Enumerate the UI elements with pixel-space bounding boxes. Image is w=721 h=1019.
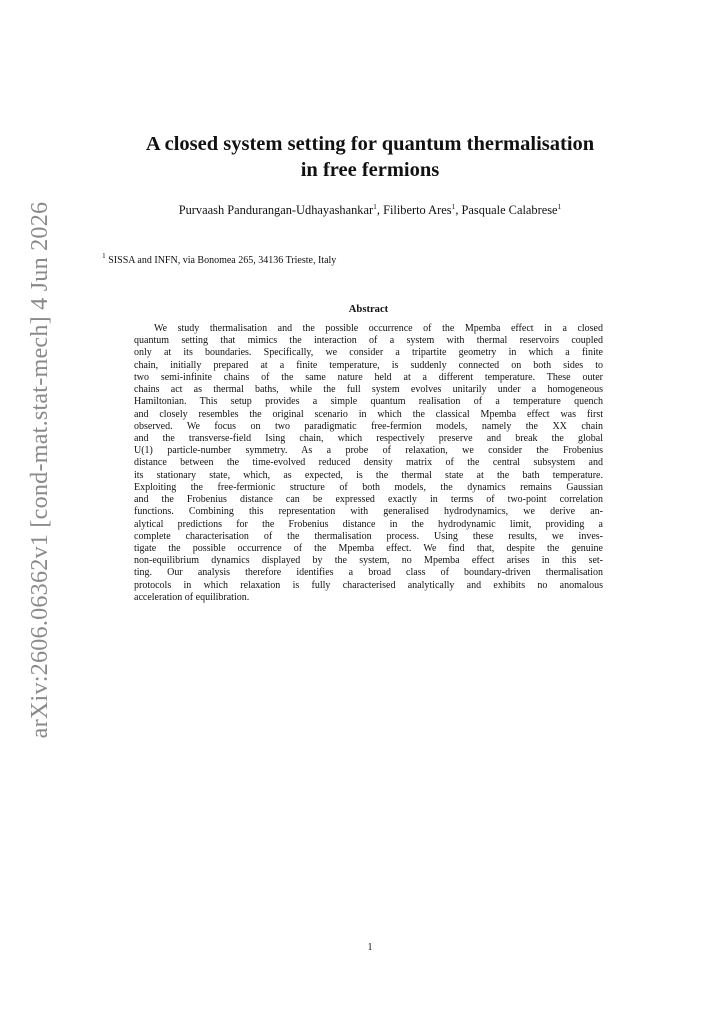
- abstract-line: protocols in which relaxation is fully characterised analytically and exhibits no anomalous: [134, 579, 603, 591]
- affiliation: [102, 251, 337, 266]
- title-line: in free fermions: [300, 159, 440, 181]
- abstract-line: complete characterisation of the thermalisation process. Using these results, we inves-: [134, 530, 603, 542]
- abstract-line: chain, initially prepared at a finite temperature, is suddenly connected on both sides to: [134, 359, 603, 371]
- abstract-line: distance between the time-evolved reduced density matrix of the central subsystem and: [134, 457, 603, 469]
- abstract-line: and closely resembles the original scenario in which the classical Mpemba effect was first: [134, 408, 603, 420]
- abstract-line: two semi-infinite chains of the same nature held at a different temperature. These outer: [134, 371, 603, 383]
- author-separator: ,: [455, 203, 462, 217]
- abstract-line: observed. We focus on two paradigmatic free-fermion models, namely the XX chain: [134, 420, 603, 432]
- arxiv-identifier-stamp: arXiv:2606.06362v1 [cond-mat.stat-mech] 4 Jun 2026: [26, 201, 53, 739]
- author-affiliation-mark: 1: [373, 202, 377, 211]
- title-line: A closed system setting for quantum thermalisation: [145, 133, 595, 155]
- author-separator: ,: [376, 203, 384, 217]
- abstract-line: Exploiting the free-fermionic structure of both models, the dynamics remains Gaussian: [134, 481, 603, 493]
- abstract-body: [134, 323, 603, 604]
- abstract-line: chains act as thermal baths, while the full system evolves unitarily under a homogeneous: [134, 384, 603, 396]
- abstract-line: Hamiltonian. This setup provides a simple quantum realisation of a temperature quench: [134, 396, 603, 408]
- author-affiliation-mark: 1: [451, 202, 456, 211]
- page-number: 1: [367, 942, 373, 953]
- author-affiliation-mark: 1: [557, 202, 562, 211]
- abstract-line: We study thermalisation and the possible occurrence of the Mpemba effect in a closed: [154, 323, 603, 334]
- abstract-line: and the transverse-field Ising chain, which respectively preserve and break the global: [134, 432, 603, 444]
- author-name: Purvaash Pandurangan-Udhayashankar: [178, 203, 374, 217]
- abstract-line: alytical predictions for the Frobenius distance in the hydrodynamic limit, providing a: [134, 518, 603, 530]
- abstract-line: quantum setting that mimics the interaction of a system with thermal reservoirs coupled: [134, 335, 603, 347]
- abstract-line: and the Frobenius distance can be expressed exactly in terms of two-point correlation: [134, 494, 603, 506]
- abstract-line: acceleration of equilibration.: [134, 591, 250, 603]
- abstract-line: U(1) particle-number symmetry. As a probe of relaxation, we consider the Frobenius: [134, 445, 603, 457]
- abstract-line: only at its boundaries. Specifically, we consider a tripartite geometry in which a finite: [134, 347, 603, 359]
- abstract-line: tigate the possible occurrence of the Mpemba effect. We find that, despite the genuine: [134, 542, 603, 554]
- abstract-line: non-equilibrium dynamics displayed by the system, no Mpemba effect arises in this set-: [134, 555, 603, 567]
- author-name: Pasquale Calabrese: [461, 203, 558, 217]
- paper-title: [60, 131, 680, 183]
- affiliation-mark: 1: [102, 251, 106, 260]
- abstract-line: functions. Combining this representation with generalised hydrodynamics, we derive an-: [134, 506, 603, 518]
- abstract-line: ting. Our analysis therefore identifies a broad class of boundary-driven thermalisation: [134, 567, 603, 579]
- abstract-heading: Abstract: [348, 304, 389, 315]
- affiliation-text: SISSA and INFN, via Bonomea 265, 34136 Trieste, Italy: [108, 255, 337, 266]
- abstract-line: its stationary state, which, as expected, is the thermal state at the bath temperature.: [134, 469, 603, 481]
- author-name: Filiberto Ares: [383, 203, 452, 217]
- author-list: [60, 203, 680, 218]
